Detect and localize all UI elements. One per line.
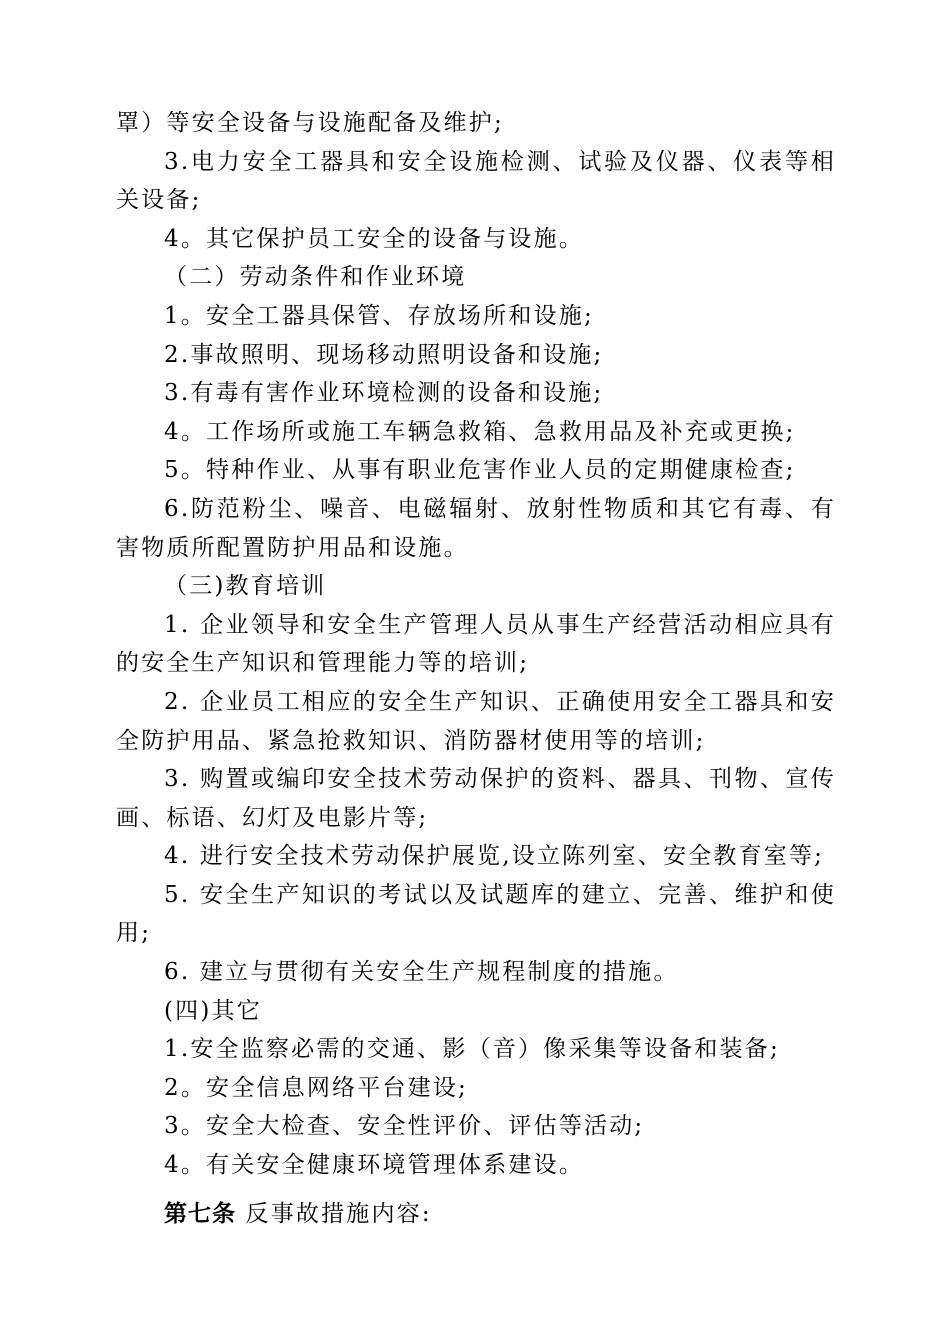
- paragraph: 4。有关安全健康环境管理体系建设。: [164, 1152, 585, 1179]
- paragraph: 6.防范粉尘、噪音、电磁辐射、放射性物质和其它有毒、有害物质所配置防护用品和设施。: [116, 495, 836, 561]
- paragraph: 5。特种作业、从事有职业危害作业人员的定期健康检查;: [164, 457, 796, 484]
- paragraph: 2.事故照明、现场移动照明设备和设施;: [164, 341, 604, 368]
- paragraph: 5. 安全生产知识的考试以及试题库的建立、完善、维护和使用;: [116, 881, 836, 947]
- article-title: 反事故措施内容:: [236, 1200, 432, 1227]
- document-body: [116, 104, 836, 1233]
- paragraph: 1. 企业领导和安全生产管理人员从事生产经营活动相应具有的安全生产知识和管理能力等的培训;: [116, 611, 836, 677]
- paragraph: 2。安全信息网络平台建设;: [164, 1074, 468, 1101]
- paragraph: 3. 购置或编印安全技术劳动保护的资料、器具、刊物、宣传画、标语、幻灯及电影片等;: [116, 766, 836, 831]
- paragraph: 1.安全监察必需的交通、影（音）像采集等设备和装备;: [164, 1036, 780, 1063]
- paragraph: 4. 进行安全技术劳动保护展览,设立陈列室、安全教育室等;: [164, 843, 825, 870]
- article-heading: [116, 1195, 836, 1234]
- paragraph: 3.电力安全工器具和安全设施检测、试验及仪器、仪表等相关设备;: [116, 148, 836, 214]
- paragraph: 2. 企业员工相应的安全生产知识、正确使用安全工器具和安全防护用品、紧急抢救知识、消防器材使用等的培训;: [116, 688, 836, 754]
- section-heading: (四)其它: [164, 997, 262, 1024]
- paragraph: 3.有毒有害作业环境检测的设备和设施;: [164, 380, 604, 407]
- section-heading: （二）劳动条件和作业环境: [164, 264, 467, 291]
- article-number: 第七条: [164, 1200, 236, 1227]
- paragraph: 罩）等安全设备与设施配备及维护;: [116, 110, 504, 136]
- paragraph: 1。安全工器具保管、存放场所和设施;: [164, 302, 594, 329]
- paragraph: 3。安全大检查、安全性评价、评估等活动;: [164, 1113, 645, 1140]
- paragraph: 4。其它保护员工安全的设备与设施。: [164, 225, 585, 252]
- paragraph: 4。工作场所或施工车辆急救箱、急救用品及补充或更换;: [164, 418, 796, 445]
- section-heading: （三)教育培训: [164, 573, 327, 600]
- paragraph: 6. 建立与贯彻有关安全生产规程制度的措施。: [164, 959, 679, 986]
